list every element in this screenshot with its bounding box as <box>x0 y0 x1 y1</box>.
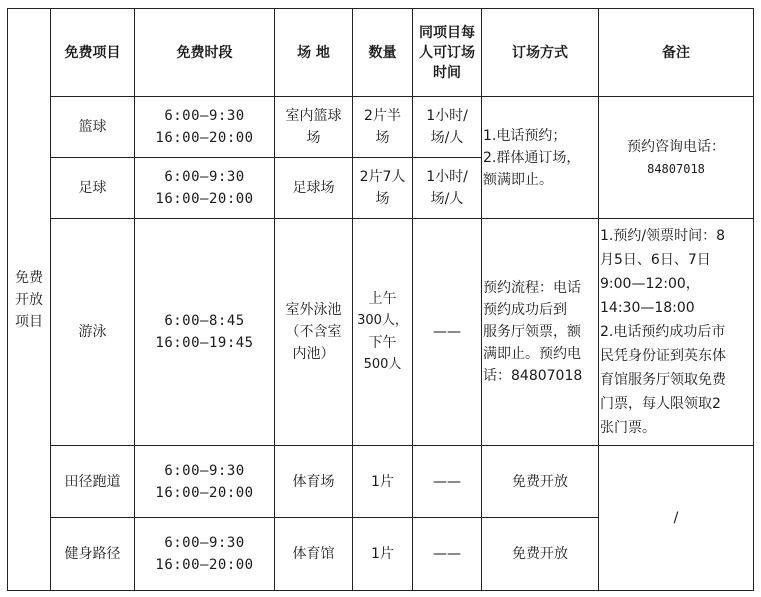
remarks-line: 1.预约/领票时间：8 <box>600 228 725 244</box>
remarks-cell-ball <box>599 97 754 219</box>
venue-cell <box>275 97 353 158</box>
header-quantity: 数量 <box>353 9 413 97</box>
per-person-line: 场/人 <box>430 191 464 207</box>
category-line: 项目 <box>15 313 43 330</box>
remarks-line: 张门票。 <box>600 420 656 436</box>
header-item: 免费项目 <box>51 9 135 97</box>
period-line: 16:00—19:45 <box>155 335 254 351</box>
remarks-line: 月5日、6日、7日 <box>600 252 711 268</box>
venue-line: 内池） <box>292 346 335 362</box>
remarks-line: 2.电话预约成功后市 <box>600 324 726 340</box>
remarks-cell-swimming <box>599 219 754 446</box>
quantity-line: 500人 <box>363 357 402 372</box>
quantity-cell: 1片 <box>353 518 413 591</box>
booking-line: 预约流程：电话 <box>483 280 581 296</box>
category-cell <box>8 9 51 591</box>
per-person-cell <box>413 97 482 158</box>
booking-cell-ball <box>482 97 599 219</box>
header-remarks: 备注 <box>599 9 754 97</box>
period-line: 6:00—9:30 <box>164 535 245 551</box>
booking-cell: 免费开放 <box>482 446 599 518</box>
quantity-cell <box>353 158 413 219</box>
remarks-line: 预约咨询电话： <box>627 138 725 155</box>
period-line: 16:00—20:00 <box>155 557 254 573</box>
quantity-line: 2片半 <box>364 108 401 124</box>
venue-line: 室外泳池 <box>285 302 342 318</box>
item-cell: 篮球 <box>51 97 135 158</box>
booking-line: 额满即止。 <box>483 171 553 188</box>
period-line: 16:00—20:00 <box>155 484 254 501</box>
period-line: 6:00—9:30 <box>164 108 245 124</box>
item-cell: 足球 <box>51 158 135 219</box>
per-person-cell: —— <box>413 446 482 518</box>
header-venue: 场 地 <box>275 9 353 97</box>
header-line: 人可订场 <box>419 44 475 61</box>
category-line: 免费 <box>15 269 43 286</box>
quantity-cell: 1片 <box>353 446 413 518</box>
remarks-cell-last: / <box>599 446 754 591</box>
item-cell: 游泳 <box>51 219 135 446</box>
quantity-line: 2片7人 <box>359 169 406 185</box>
item-cell: 健身路径 <box>51 518 135 591</box>
remarks-line: 育馆服务厅领取免费 <box>600 372 726 388</box>
period-cell <box>135 446 275 518</box>
remarks-line: 民凭身份证到英东体 <box>600 348 726 364</box>
venue-line: （不含室 <box>285 324 342 340</box>
header-line: 时间 <box>433 64 461 81</box>
remarks-line: 门票，每人限领取2 <box>600 396 721 412</box>
remarks-line: 14:30—18:00 <box>600 300 695 316</box>
venue-line: 足球场 <box>292 180 335 196</box>
per-person-cell <box>413 158 482 219</box>
venue-cell: 体育场 <box>275 446 353 518</box>
per-person-line: 1小时/ <box>426 108 468 124</box>
per-person-cell: —— <box>413 518 482 591</box>
item-cell: 田径跑道 <box>51 446 135 518</box>
booking-line: 满即止。预约电 <box>483 346 581 362</box>
period-line: 16:00—20:00 <box>155 191 254 207</box>
header-per-person <box>413 9 482 97</box>
venue-cell <box>275 158 353 219</box>
quantity-line: 下午 <box>368 335 397 351</box>
period-cell <box>135 219 275 446</box>
table-row-track <box>8 446 754 518</box>
category-line: 开放 <box>15 291 43 308</box>
period-line: 6:00—9:30 <box>164 169 245 185</box>
header-row <box>8 9 754 97</box>
booking-line: 话：84807018 <box>483 368 583 384</box>
quantity-cell <box>353 219 413 446</box>
booking-line: 服务厅领票，额 <box>483 324 581 340</box>
period-line: 6:00—9:30 <box>164 462 245 479</box>
venue-cell <box>275 219 353 446</box>
quantity-line: 上午 <box>368 291 397 307</box>
quantity-cell <box>353 97 413 158</box>
period-line: 6:00—8:45 <box>164 313 245 329</box>
phone-number: 84807018 <box>647 161 705 176</box>
cropped-top-strip <box>0 0 761 7</box>
per-person-line: 场/人 <box>430 130 464 146</box>
remarks-line: 9:00—12:00， <box>600 276 700 292</box>
period-cell <box>135 158 275 219</box>
quantity-line: 场 <box>375 191 390 207</box>
venue-line: 室内篮球 <box>285 108 342 124</box>
quantity-line: 300人， <box>357 313 408 328</box>
booking-line: 2.群体通订场， <box>483 149 581 166</box>
header-line: 同项目每 <box>419 24 475 41</box>
per-person-cell: —— <box>413 219 482 446</box>
period-cell <box>135 518 275 591</box>
booking-line: 预约成功后到 <box>483 302 567 318</box>
free-venues-table <box>7 8 754 591</box>
header-booking: 订场方式 <box>482 9 599 97</box>
booking-cell: 免费开放 <box>482 518 599 591</box>
table-row-swimming <box>8 219 754 446</box>
booking-line: 1.电话预约； <box>483 127 567 144</box>
quantity-line: 场 <box>375 130 390 146</box>
venue-line: 场 <box>306 130 321 146</box>
venue-cell: 体育馆 <box>275 518 353 591</box>
booking-cell-swimming <box>482 219 599 446</box>
header-period: 免费时段 <box>135 9 275 97</box>
table-row-basketball <box>8 97 754 158</box>
per-person-line: 1小时/ <box>426 169 468 185</box>
period-line: 16:00—20:00 <box>155 130 254 146</box>
period-cell <box>135 97 275 158</box>
